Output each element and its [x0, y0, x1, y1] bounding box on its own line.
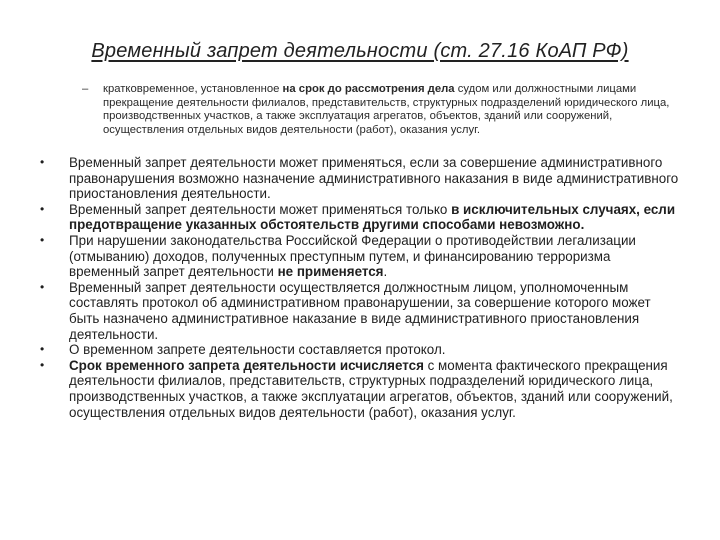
- bullet-text-pre: Временный запрет деятельности может применяться только: [69, 201, 452, 217]
- bullet-text-pre: При нарушении законодательства Российской Федерации о противодействии легализации (отмыванию) доходов, полученных преступным путем, и финансированию терроризма временный запрет деятельности: [69, 232, 636, 280]
- dash-marker: –: [82, 83, 89, 95]
- definition-text-post: судом или должностными лицами прекращение деятельности филиалов, представительств, структурных подразделений юридического лица, производственных участков, а также эксплуатация агрегатов, объектов, зданий или сооружений, осуществления отдельных видов деятельности (работ), оказания услуг.: [103, 83, 670, 137]
- bullet-icon: •: [40, 357, 45, 372]
- bullet-text-bold: Срок временного запрета деятельности исчисляется: [69, 357, 424, 373]
- bullet-list: [40, 155, 680, 420]
- bullet-icon: •: [40, 201, 45, 216]
- bullet-text-pre: Временный запрет деятельности может применяться, если за совершение административного правонарушения возможно назначение административного наказания в виде административного приостановления деятельности.: [69, 155, 679, 202]
- definition-text: [103, 83, 682, 138]
- slide-title: Временный запрет деятельности (ст. 27.16 КоАП РФ): [91, 40, 629, 62]
- bullet-item: [40, 358, 680, 420]
- bullet-text-bold: в исключительных случаях, если предотвращение указанных обстоятельств другими способами невозможно.: [69, 201, 676, 233]
- bullet-item: [40, 155, 680, 202]
- definition-text-pre: кратковременное, установленное: [103, 83, 283, 95]
- bullet-item: [40, 202, 680, 233]
- bullet-text-pre: О временном запрете деятельности составляется протокол.: [69, 342, 446, 358]
- bullet-item: [40, 280, 680, 342]
- bullet-icon: •: [40, 279, 45, 294]
- definition-subitem: [82, 83, 682, 138]
- bullet-icon: •: [40, 155, 45, 169]
- bullet-item: [40, 342, 680, 358]
- definition-text-bold: на срок до рассмотрения дела: [282, 83, 455, 95]
- bullet-text-post: с момента фактического прекращения деятельности филиалов, представительств, структурных подразделений юридического лица, производственных участков, а также эксплуатации агрегатов, объектов, зданий или сооружений, осуществления отдельных видов деятельности (работ), оказания услуг.: [69, 357, 673, 420]
- bullet-text-pre: Временный запрет деятельности осуществляется должностным лицом, уполномоченным составлять протокол об административном правонарушении, за совершение которого может быть назначено административное наказание в виде административного приостановления деятельности.: [69, 279, 651, 342]
- bullet-icon: •: [40, 232, 45, 247]
- bullet-item: [40, 233, 680, 280]
- bullet-text-bold: не применяется: [277, 264, 384, 280]
- bullet-icon: •: [40, 342, 45, 357]
- bullet-text-post: .: [383, 264, 388, 280]
